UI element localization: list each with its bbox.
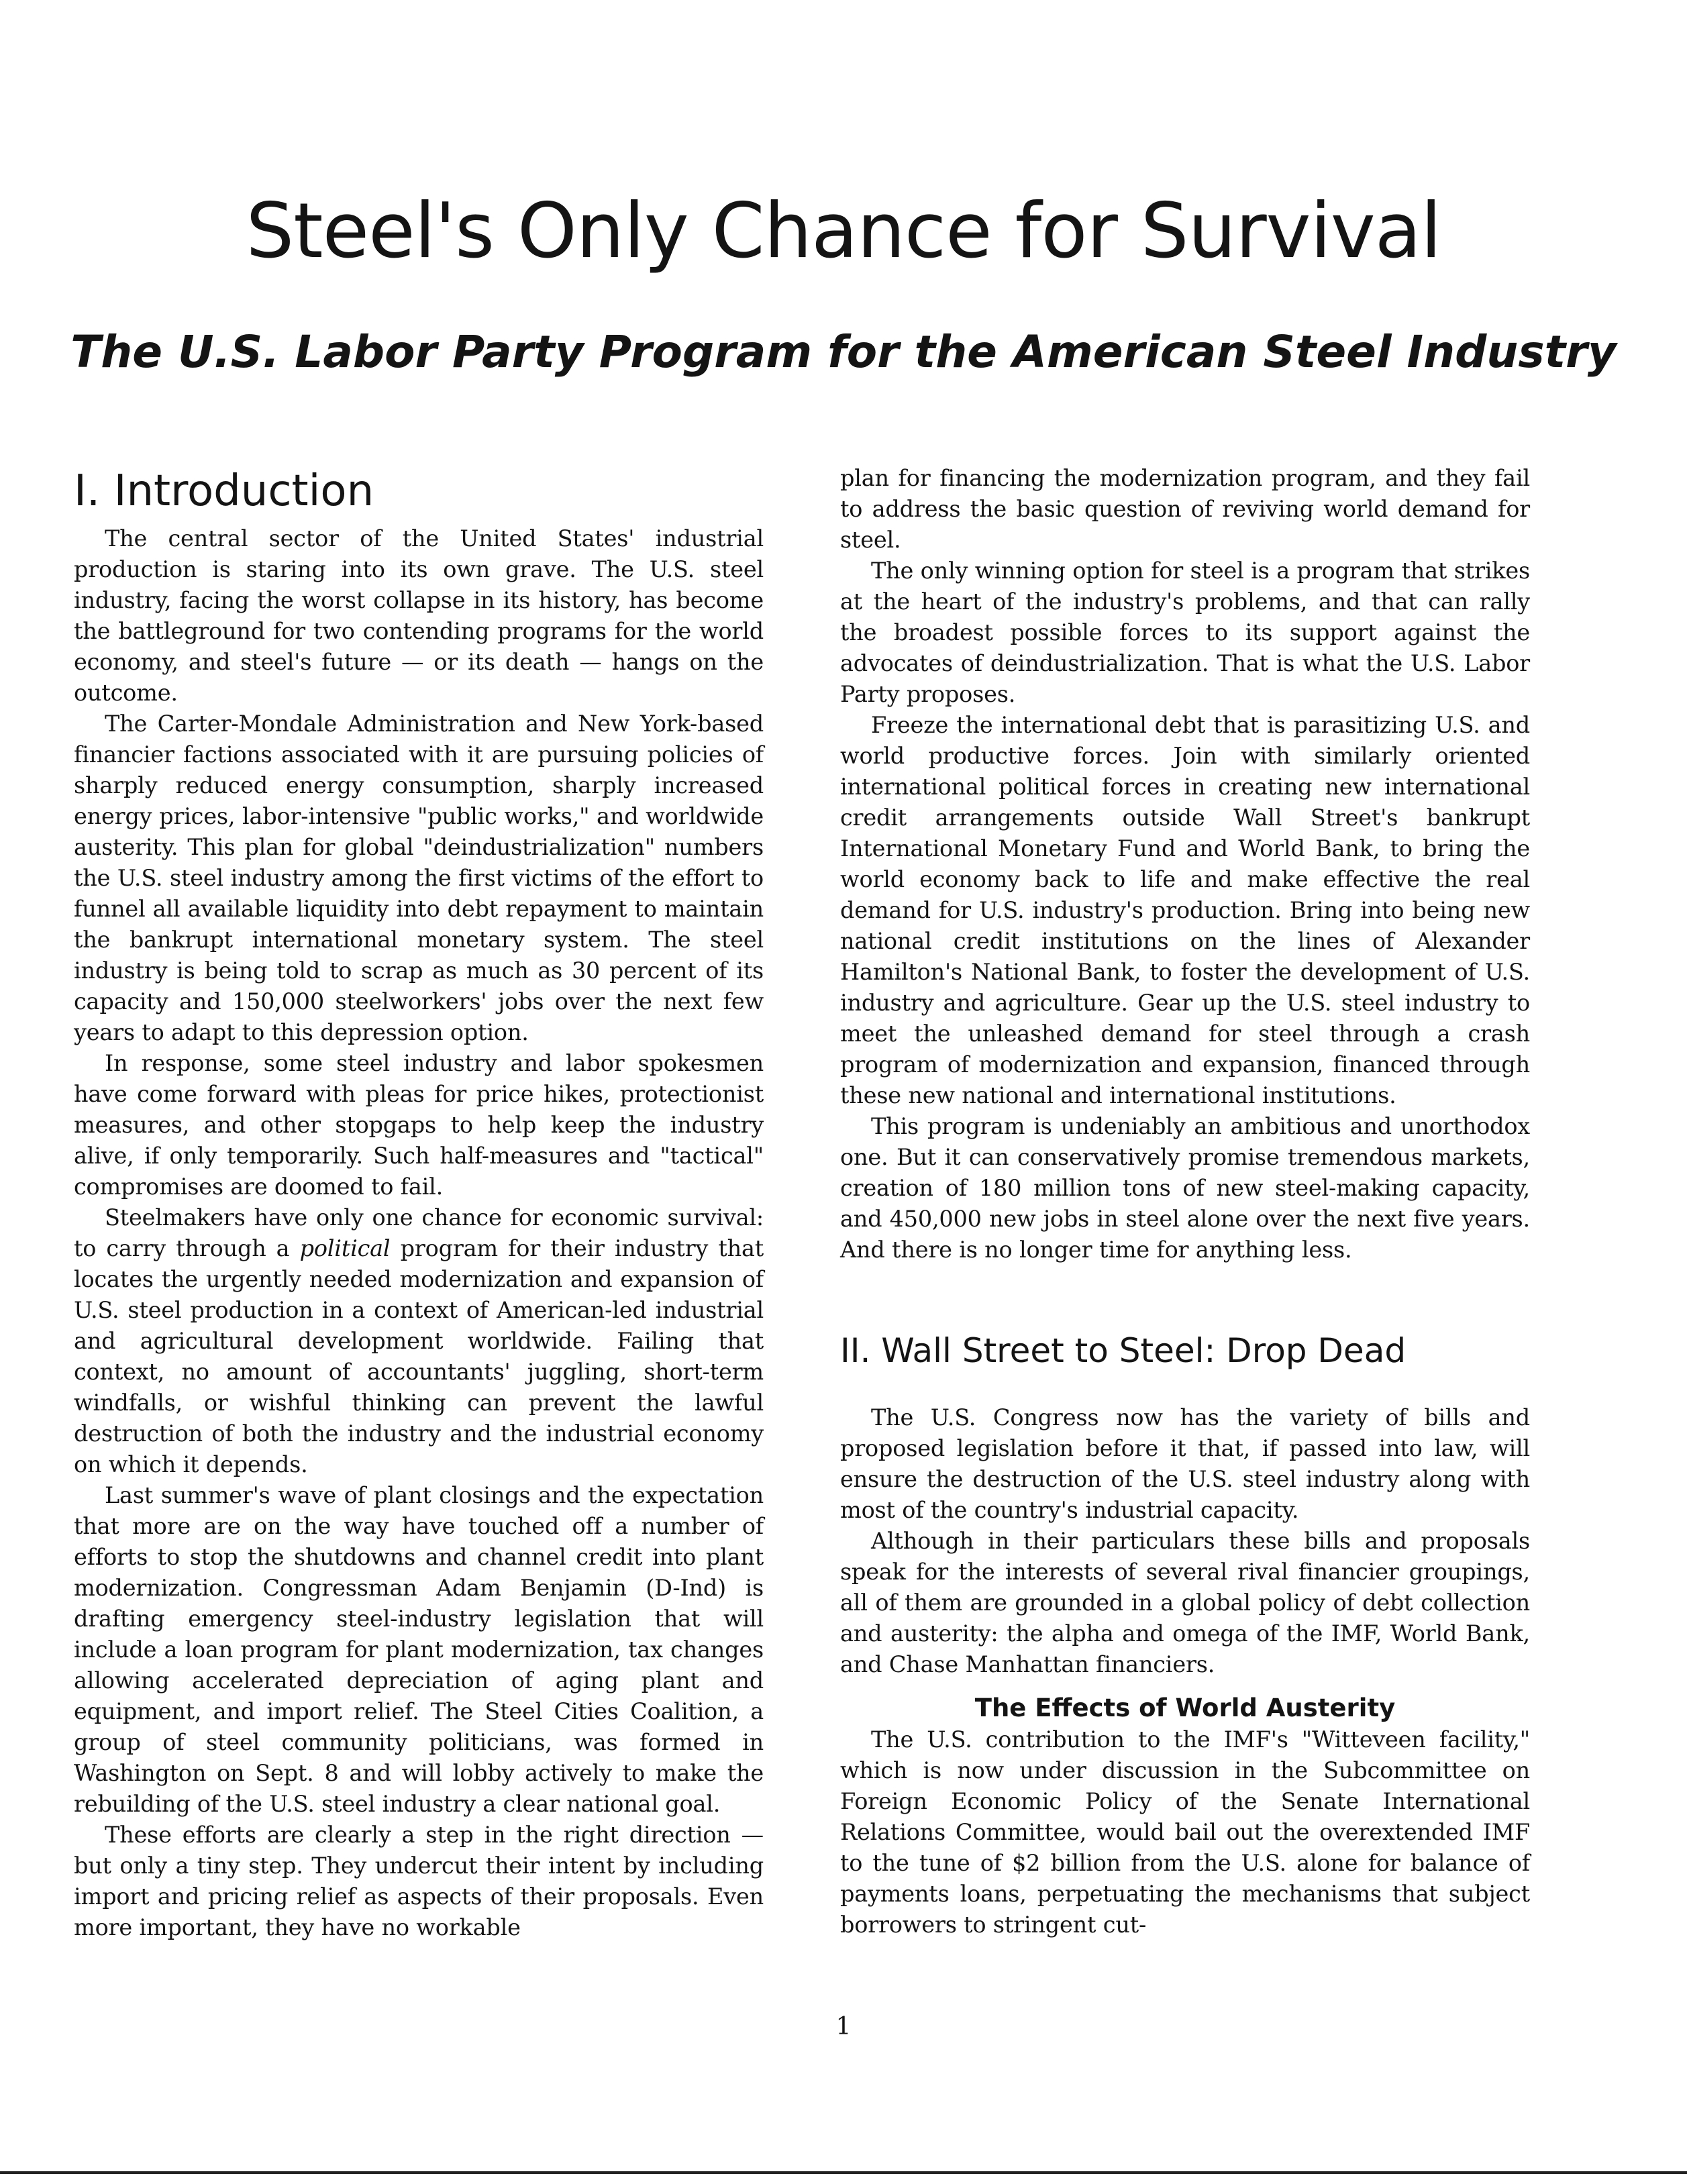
text-run: Steelmakers have only one chance for economic survival: to carry through a bbox=[74, 1204, 764, 1261]
body-paragraph: The central sector of the United States' industrial production is staring into its own grave. The U.S. steel industry, facing the worst collapse in its history, has become the battleground for two contending programs for the world economy, and steel's future — or its death — hangs on the outcome. bbox=[74, 525, 764, 706]
page-title: Steel's Only Chance for Survival bbox=[246, 187, 1441, 275]
body-paragraph: These efforts are clearly a step in the right direction — but only a tiny step. They undercut their intent by including import and pricing relief as aspects of their proposals. Even more important, they have no workable bbox=[74, 1822, 764, 1940]
subheading-world-austerity: The Effects of World Austerity bbox=[974, 1694, 1396, 1722]
text-run: program for their industry that locates the urgently needed modernization and expansion of U.S. steel production in a context of American-led industrial and agricultural development worldwide. Failing that context, no amount of accountants' juggling, short-term windfalls, or wishful thinking can prevent the lawful destruction of both the industry and the industrial economy on which it depends. bbox=[74, 1235, 764, 1477]
body-paragraph: In response, some steel industry and labor spokesmen have come forward with pleas for price hikes, protectionist measures, and other stopgaps to help keep the industry alive, if only temporarily. Such half-measures and "tactical" compromises are doomed to fail. bbox=[74, 1050, 764, 1200]
body-paragraph: The only winning option for steel is a program that strikes at the heart of the industry's problems, and that can rally the broadest possible forces to its support against the advocates of deindustrialization. That is what the U.S. Labor Party proposes. bbox=[840, 558, 1530, 707]
left-column bbox=[74, 463, 764, 1943]
bottom-rule bbox=[0, 2171, 1687, 2174]
right-column bbox=[840, 463, 1530, 1940]
section-heading-introduction: I. Introduction bbox=[74, 466, 374, 516]
body-paragraph: The Carter-Mondale Administration and New York-based financier factions associated with it are pursuing policies of sharply reduced energy consumption, sharply increased energy prices, labor-intensive "public works," and worldwide austerity. This plan for global "deindustrialization" numbers the U.S. steel industry among the first victims of the effort to funnel all available liquidity into debt repayment to maintain the bankrupt international monetary system. The steel industry is being told to scrap as much as 30 percent of its capacity and 150,000 steelworkers' jobs over the next few years to adapt to this depression option. bbox=[74, 711, 764, 1045]
body-paragraph-political bbox=[74, 1202, 764, 1480]
body-paragraph: This program is undeniably an ambitious and unorthodox one. But it can conservatively promise tremendous markets, creation of 180 million tons of new steel-making capacity, and 450,000 new jobs in steel alone over the next five years. And there is no longer time for anything less. bbox=[840, 1113, 1530, 1263]
page-subtitle: The U.S. Labor Party Program for the American Steel Industry bbox=[70, 326, 1617, 378]
body-paragraph: Although in their particulars these bills and proposals speak for the interests of several rival financier groupings, all of them are grounded in a global policy of debt collection and austerity: the alpha and omega of the IMF, World Bank, and Chase Manhattan financiers. bbox=[840, 1528, 1530, 1677]
body-paragraph: Freeze the international debt that is parasitizing U.S. and world productive forces. Join with similarly oriented international political forces in creating new international credit arrangements outside Wall Street's bankrupt International Monetary Fund and World Bank, to bring the world economy back to life and make effective the real demand for U.S. industry's production. Bring into being new national credit institutions on the lines of Alexander Hamilton's National Bank, to foster the development of U.S. industry and agriculture. Gear up the U.S. steel industry to meet the unleashed demand for steel through a crash program of modernization and expansion, financed through these new national and international institutions. bbox=[840, 712, 1530, 1108]
section-heading-wall-street: II. Wall Street to Steel: Drop Dead bbox=[840, 1331, 1407, 1370]
emphasis-political: political bbox=[299, 1235, 391, 1261]
body-paragraph-continued: plan for financing the modernization program, and they fail to address the basic question of reviving world demand for steel. bbox=[840, 465, 1530, 553]
body-paragraph: The U.S. contribution to the IMF's "Witteveen facility," which is now under discussion in the Subcommittee on Foreign Economic Policy of the Senate International Relations Committee, would bail out the overextended IMF to the tune of $2 billion from the U.S. alone for balance of payments loans, perpetuating the mechanisms that subject borrowers to stringent cut- bbox=[840, 1726, 1530, 1938]
page-number: 1 bbox=[835, 2013, 852, 2040]
body-paragraph: The U.S. Congress now has the variety of bills and proposed legislation before it that, if passed into law, will ensure the destruction of the U.S. steel industry along with most of the country's industrial capacity. bbox=[840, 1404, 1530, 1523]
body-paragraph: Last summer's wave of plant closings and the expectation that more are on the way have touched off a number of efforts to stop the shutdowns and channel credit into plant modernization. Congressman Adam Benjamin (D-Ind) is drafting emergency steel-industry legislation that will include a loan program for plant modernization, tax changes allowing accelerated depreciation of aging plant and equipment, and import relief. The Steel Cities Coalition, a group of steel community politicians, was formed in Washington on Sept. 8 and will lobby actively to make the rebuilding of the U.S. steel industry a clear national goal. bbox=[74, 1482, 764, 1817]
